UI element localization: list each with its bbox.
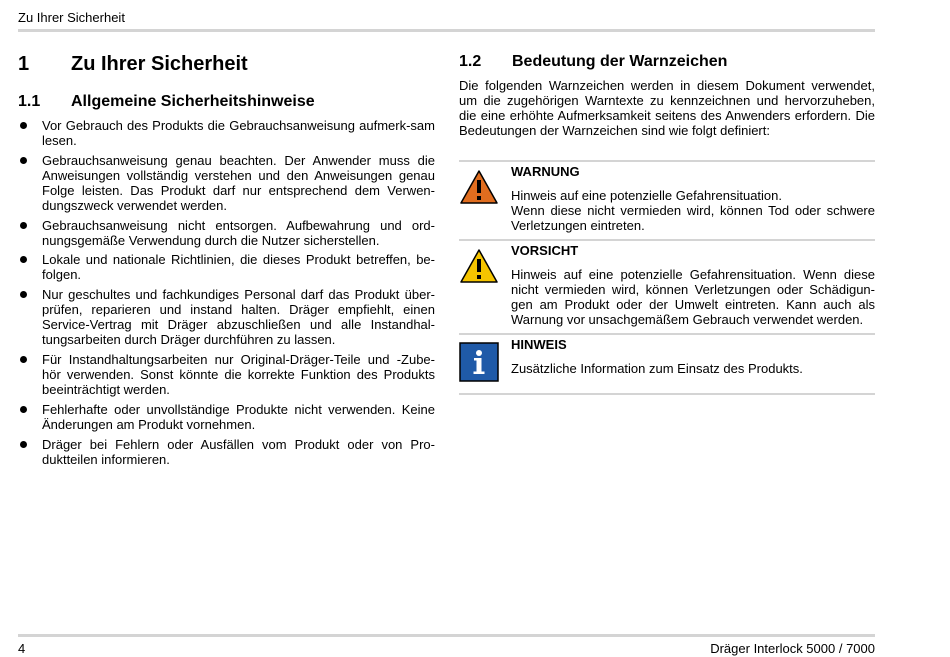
hinweis-row xyxy=(459,335,875,395)
list-item-text: Dräger bei Fehlern oder Ausfällen vom Produkt oder von Pro-duktteilen informieren. xyxy=(42,436,435,467)
vorsicht-text: Hinweis auf eine potenzielle Gefahrensituation. Wenn diese nicht vermieden wird, können Verletzungen oder Schädigun-gen am Produkt oder der Umwelt eintreten. Kann auch als Warnung vor unsachgemäßem Gebrauch verwendet werden. xyxy=(511,267,875,327)
chapter-number: 1 xyxy=(18,53,30,75)
list-item xyxy=(18,252,435,282)
chapter-heading xyxy=(18,52,435,76)
warnung-row xyxy=(459,162,875,241)
list-item xyxy=(18,352,435,397)
list-item-text: Nur geschultes und fachkundiges Personal darf das Produkt über-prüfen, reparieren und instand halten. Dräger empfiehlt, einen Service-Vertrag mit Dräger abzuschließen und alle Instandhal-tungsarbeiten durch Dräger durchführen zu lassen. xyxy=(42,287,435,348)
bullet-icon xyxy=(20,406,27,413)
list-item-text: Gebrauchsanweisung genau beachten. Der Anwender muss die Anweisungen vollständig verstehen und den Anweisungen genau Folge leisten. Das Produkt darf nur entsprechend dem Verwen-dungszweck verwendet werden. xyxy=(42,152,435,213)
section-title: Bedeutung der Warnzeichen xyxy=(512,53,728,70)
chapter-title: Zu Ihrer Sicherheit xyxy=(71,53,248,75)
bullet-icon xyxy=(20,291,27,298)
hinweis-text: Zusätzliche Information zum Einsatz des Produkts. xyxy=(511,361,803,376)
left-column xyxy=(18,52,435,471)
list-item-text: Fehlerhafte oder unvollständige Produkte nicht verwenden. Keine Änderungen am Produkt vornehmen. xyxy=(42,401,435,432)
warnung-text-1: Hinweis auf eine potenzielle Gefahrensituation. xyxy=(511,188,783,203)
section-heading-1-1 xyxy=(18,92,435,112)
caution-triangle-icon xyxy=(459,243,511,327)
footer-product-title: Dräger Interlock 5000 / 7000 xyxy=(710,641,875,656)
list-item xyxy=(18,437,435,467)
section-heading-1-2 xyxy=(459,52,875,72)
list-item-text: Gebrauchsanweisung nicht entsorgen. Aufbewahrung und ord-nungsgemäße Verwendung durch die Nutzer sicherstellen. xyxy=(42,217,435,248)
bullet-icon xyxy=(20,222,27,229)
running-header: Zu Ihrer Sicherheit xyxy=(18,10,125,25)
hinweis-body xyxy=(511,337,875,387)
section-number: 1.2 xyxy=(459,53,482,70)
list-item xyxy=(18,287,435,347)
list-item-text: Lokale und nationale Richtlinien, die dieses Produkt betreffen, be-folgen. xyxy=(42,252,435,283)
list-item xyxy=(18,118,435,148)
list-item xyxy=(18,218,435,248)
vorsicht-title: VORSICHT xyxy=(511,243,579,258)
warnung-body xyxy=(511,164,875,233)
header-rule xyxy=(18,29,875,32)
safety-list xyxy=(18,118,435,467)
warning-signs-table xyxy=(459,160,875,395)
info-icon xyxy=(459,337,511,387)
warning-triangle-icon xyxy=(459,164,511,233)
section-title: Allgemeine Sicherheitshinweise xyxy=(71,93,315,110)
section-number: 1.1 xyxy=(18,93,41,110)
bullet-icon xyxy=(20,356,27,363)
vorsicht-row xyxy=(459,241,875,335)
section-intro: Die folgenden Warnzeichen werden in diesem Dokument verwendet, um die zugehörigen Warntexte zu kennzeichnen und hervorzuheben, die eine erhöhte Aufmerksamkeit seitens des Anwenders erfordern. Die Bedeutungen der Warnzeichen sind wie folgt definiert: xyxy=(459,78,875,138)
bullet-icon xyxy=(20,256,27,263)
hinweis-title: HINWEIS xyxy=(511,337,567,352)
right-column xyxy=(459,52,875,395)
page-number: 4 xyxy=(18,641,26,656)
list-item-text: Vor Gebrauch des Produkts die Gebrauchsanweisung aufmerk-sam lesen. xyxy=(42,118,435,148)
list-item xyxy=(18,153,435,213)
bullet-icon xyxy=(20,157,27,164)
bullet-icon xyxy=(20,122,27,129)
warnung-title: WARNUNG xyxy=(511,164,580,179)
list-item xyxy=(18,402,435,432)
list-item-text: Für Instandhaltungsarbeiten nur Original-Dräger-Teile und -Zube-hör verwenden. Sonst könnte die korrekte Funktion des Produkts beeinträchtigt werden. xyxy=(42,351,435,397)
bullet-icon xyxy=(20,441,27,448)
footer-rule xyxy=(18,634,875,637)
vorsicht-body xyxy=(511,243,875,327)
warnung-text-2: Wenn diese nicht vermieden wird, können Tod oder schwere Verletzungen eintreten. xyxy=(511,203,875,233)
